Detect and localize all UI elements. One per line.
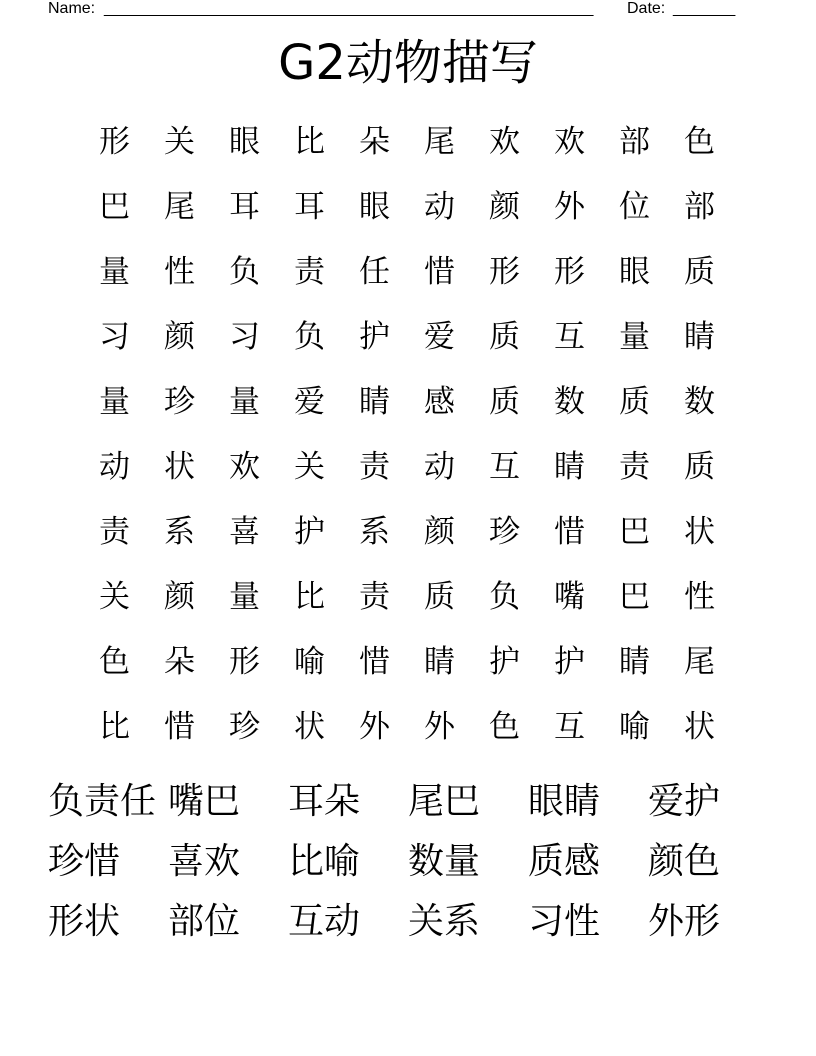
grid-row bbox=[82, 500, 732, 565]
word-item: 关系 bbox=[408, 901, 481, 942]
grid-cell: 责 bbox=[359, 449, 390, 485]
grid-cell: 质 bbox=[684, 254, 715, 290]
grid-cell: 颜 bbox=[164, 579, 195, 615]
grid-cell: 负 bbox=[294, 319, 325, 355]
grid-cell: 负 bbox=[229, 254, 260, 290]
word-item: 形状 bbox=[48, 901, 121, 942]
word-item: 质感 bbox=[528, 841, 601, 882]
grid-cell: 欢 bbox=[229, 449, 260, 485]
grid-row bbox=[82, 630, 732, 695]
grid-cell: 状 bbox=[684, 709, 715, 745]
grid-cell: 朵 bbox=[164, 644, 195, 680]
worksheet-header bbox=[48, 0, 748, 20]
grid-cell: 习 bbox=[99, 319, 130, 355]
grid-cell: 责 bbox=[359, 579, 390, 615]
grid-cell: 睛 bbox=[684, 319, 715, 355]
grid-cell: 耳 bbox=[294, 189, 325, 225]
grid-cell: 责 bbox=[294, 254, 325, 290]
grid-cell: 眼 bbox=[619, 254, 650, 290]
grid-cell: 负 bbox=[489, 579, 520, 615]
grid-cell: 位 bbox=[619, 189, 650, 225]
grid-cell: 尾 bbox=[684, 644, 715, 680]
grid-cell: 巴 bbox=[619, 579, 650, 615]
grid-cell: 动 bbox=[99, 449, 130, 485]
grid-cell: 巴 bbox=[99, 189, 130, 225]
grid-cell: 眼 bbox=[359, 189, 390, 225]
grid-cell: 惜 bbox=[554, 514, 585, 550]
word-item: 互动 bbox=[288, 901, 361, 942]
grid-cell: 颜 bbox=[489, 189, 520, 225]
grid-cell: 比 bbox=[294, 579, 325, 615]
date-label: Date: bbox=[627, 0, 666, 17]
grid-cell: 欢 bbox=[554, 124, 585, 160]
grid-cell: 数 bbox=[554, 384, 585, 420]
grid-cell: 动 bbox=[424, 449, 455, 485]
grid-cell: 性 bbox=[164, 254, 195, 290]
grid-cell: 珍 bbox=[489, 514, 520, 550]
grid-cell: 质 bbox=[489, 319, 520, 355]
grid-cell: 睛 bbox=[619, 644, 650, 680]
word-item: 珍惜 bbox=[48, 841, 121, 882]
grid-cell: 色 bbox=[99, 644, 130, 680]
grid-cell: 惜 bbox=[359, 644, 390, 680]
grid-cell: 状 bbox=[294, 709, 325, 745]
grid-cell: 质 bbox=[684, 449, 715, 485]
grid-row bbox=[82, 435, 732, 500]
word-item: 嘴巴 bbox=[168, 781, 241, 822]
grid-cell: 惜 bbox=[164, 709, 195, 745]
grid-cell: 护 bbox=[359, 319, 390, 355]
grid-cell: 性 bbox=[684, 579, 715, 615]
grid-cell: 量 bbox=[619, 319, 650, 355]
word-row bbox=[48, 772, 768, 832]
grid-cell: 互 bbox=[554, 319, 585, 355]
grid-cell: 质 bbox=[424, 579, 455, 615]
grid-cell: 状 bbox=[684, 514, 715, 550]
grid-cell: 形 bbox=[229, 644, 260, 680]
word-item: 喜欢 bbox=[168, 841, 241, 882]
grid-cell: 动 bbox=[424, 189, 455, 225]
grid-cell: 色 bbox=[489, 709, 520, 745]
word-row bbox=[48, 832, 768, 892]
grid-cell: 形 bbox=[99, 124, 130, 160]
word-item: 外形 bbox=[648, 901, 721, 942]
grid-row bbox=[82, 240, 732, 305]
word-item: 颜色 bbox=[648, 841, 721, 882]
grid-cell: 喻 bbox=[619, 709, 650, 745]
word-search-grid bbox=[82, 110, 732, 760]
grid-cell: 外 bbox=[359, 709, 390, 745]
grid-cell: 尾 bbox=[164, 189, 195, 225]
grid-cell: 系 bbox=[359, 514, 390, 550]
grid-cell: 爱 bbox=[294, 384, 325, 420]
grid-cell: 比 bbox=[99, 709, 130, 745]
page-title: G2动物描写 bbox=[278, 35, 538, 91]
grid-cell: 感 bbox=[424, 384, 455, 420]
grid-row bbox=[82, 370, 732, 435]
grid-cell: 爱 bbox=[424, 319, 455, 355]
grid-cell: 喻 bbox=[294, 644, 325, 680]
grid-cell: 任 bbox=[359, 254, 390, 290]
name-label: Name: bbox=[48, 0, 96, 17]
grid-cell: 质 bbox=[489, 384, 520, 420]
word-list bbox=[48, 772, 768, 952]
grid-row bbox=[82, 695, 732, 760]
grid-cell: 珍 bbox=[229, 709, 260, 745]
grid-row bbox=[82, 175, 732, 240]
word-item: 眼睛 bbox=[528, 781, 601, 822]
grid-cell: 外 bbox=[554, 189, 585, 225]
grid-cell: 喜 bbox=[229, 514, 260, 550]
grid-cell: 惜 bbox=[424, 254, 455, 290]
grid-cell: 色 bbox=[684, 124, 715, 160]
grid-cell: 朵 bbox=[359, 124, 390, 160]
word-item: 部位 bbox=[168, 901, 241, 942]
grid-cell: 眼 bbox=[229, 124, 260, 160]
word-item: 尾巴 bbox=[408, 781, 481, 822]
grid-cell: 耳 bbox=[229, 189, 260, 225]
grid-cell: 数 bbox=[684, 384, 715, 420]
grid-row bbox=[82, 305, 732, 370]
grid-cell: 睛 bbox=[424, 644, 455, 680]
word-item: 数量 bbox=[408, 841, 481, 882]
grid-cell: 欢 bbox=[489, 124, 520, 160]
name-blank: _______________________________________________________ bbox=[104, 0, 594, 17]
word-item: 比喻 bbox=[288, 841, 361, 882]
grid-cell: 质 bbox=[619, 384, 650, 420]
word-item: 习性 bbox=[528, 901, 601, 942]
grid-cell: 护 bbox=[489, 644, 520, 680]
grid-cell: 量 bbox=[99, 384, 130, 420]
grid-cell: 关 bbox=[164, 124, 195, 160]
grid-cell: 量 bbox=[99, 254, 130, 290]
grid-cell: 颜 bbox=[164, 319, 195, 355]
grid-row bbox=[82, 110, 732, 175]
grid-cell: 形 bbox=[489, 254, 520, 290]
grid-cell: 睛 bbox=[554, 449, 585, 485]
grid-cell: 部 bbox=[684, 189, 715, 225]
word-row bbox=[48, 892, 768, 952]
grid-cell: 关 bbox=[294, 449, 325, 485]
word-item: 耳朵 bbox=[288, 781, 361, 822]
grid-cell: 互 bbox=[554, 709, 585, 745]
date-blank: _______ bbox=[673, 0, 736, 17]
grid-cell: 量 bbox=[229, 384, 260, 420]
grid-cell: 护 bbox=[554, 644, 585, 680]
grid-cell: 外 bbox=[424, 709, 455, 745]
grid-cell: 尾 bbox=[424, 124, 455, 160]
grid-cell: 嘴 bbox=[554, 579, 585, 615]
grid-cell: 颜 bbox=[424, 514, 455, 550]
grid-cell: 珍 bbox=[164, 384, 195, 420]
grid-cell: 比 bbox=[294, 124, 325, 160]
grid-cell: 护 bbox=[294, 514, 325, 550]
grid-cell: 形 bbox=[554, 254, 585, 290]
grid-cell: 责 bbox=[99, 514, 130, 550]
grid-cell: 状 bbox=[164, 449, 195, 485]
grid-cell: 睛 bbox=[359, 384, 390, 420]
grid-cell: 巴 bbox=[619, 514, 650, 550]
word-item: 爱护 bbox=[648, 781, 721, 822]
grid-row bbox=[82, 565, 732, 630]
grid-cell: 关 bbox=[99, 579, 130, 615]
grid-cell: 部 bbox=[619, 124, 650, 160]
grid-cell: 互 bbox=[489, 449, 520, 485]
grid-cell: 系 bbox=[164, 514, 195, 550]
grid-cell: 习 bbox=[229, 319, 260, 355]
grid-cell: 量 bbox=[229, 579, 260, 615]
word-item: 负责任 bbox=[48, 781, 157, 822]
grid-cell: 责 bbox=[619, 449, 650, 485]
